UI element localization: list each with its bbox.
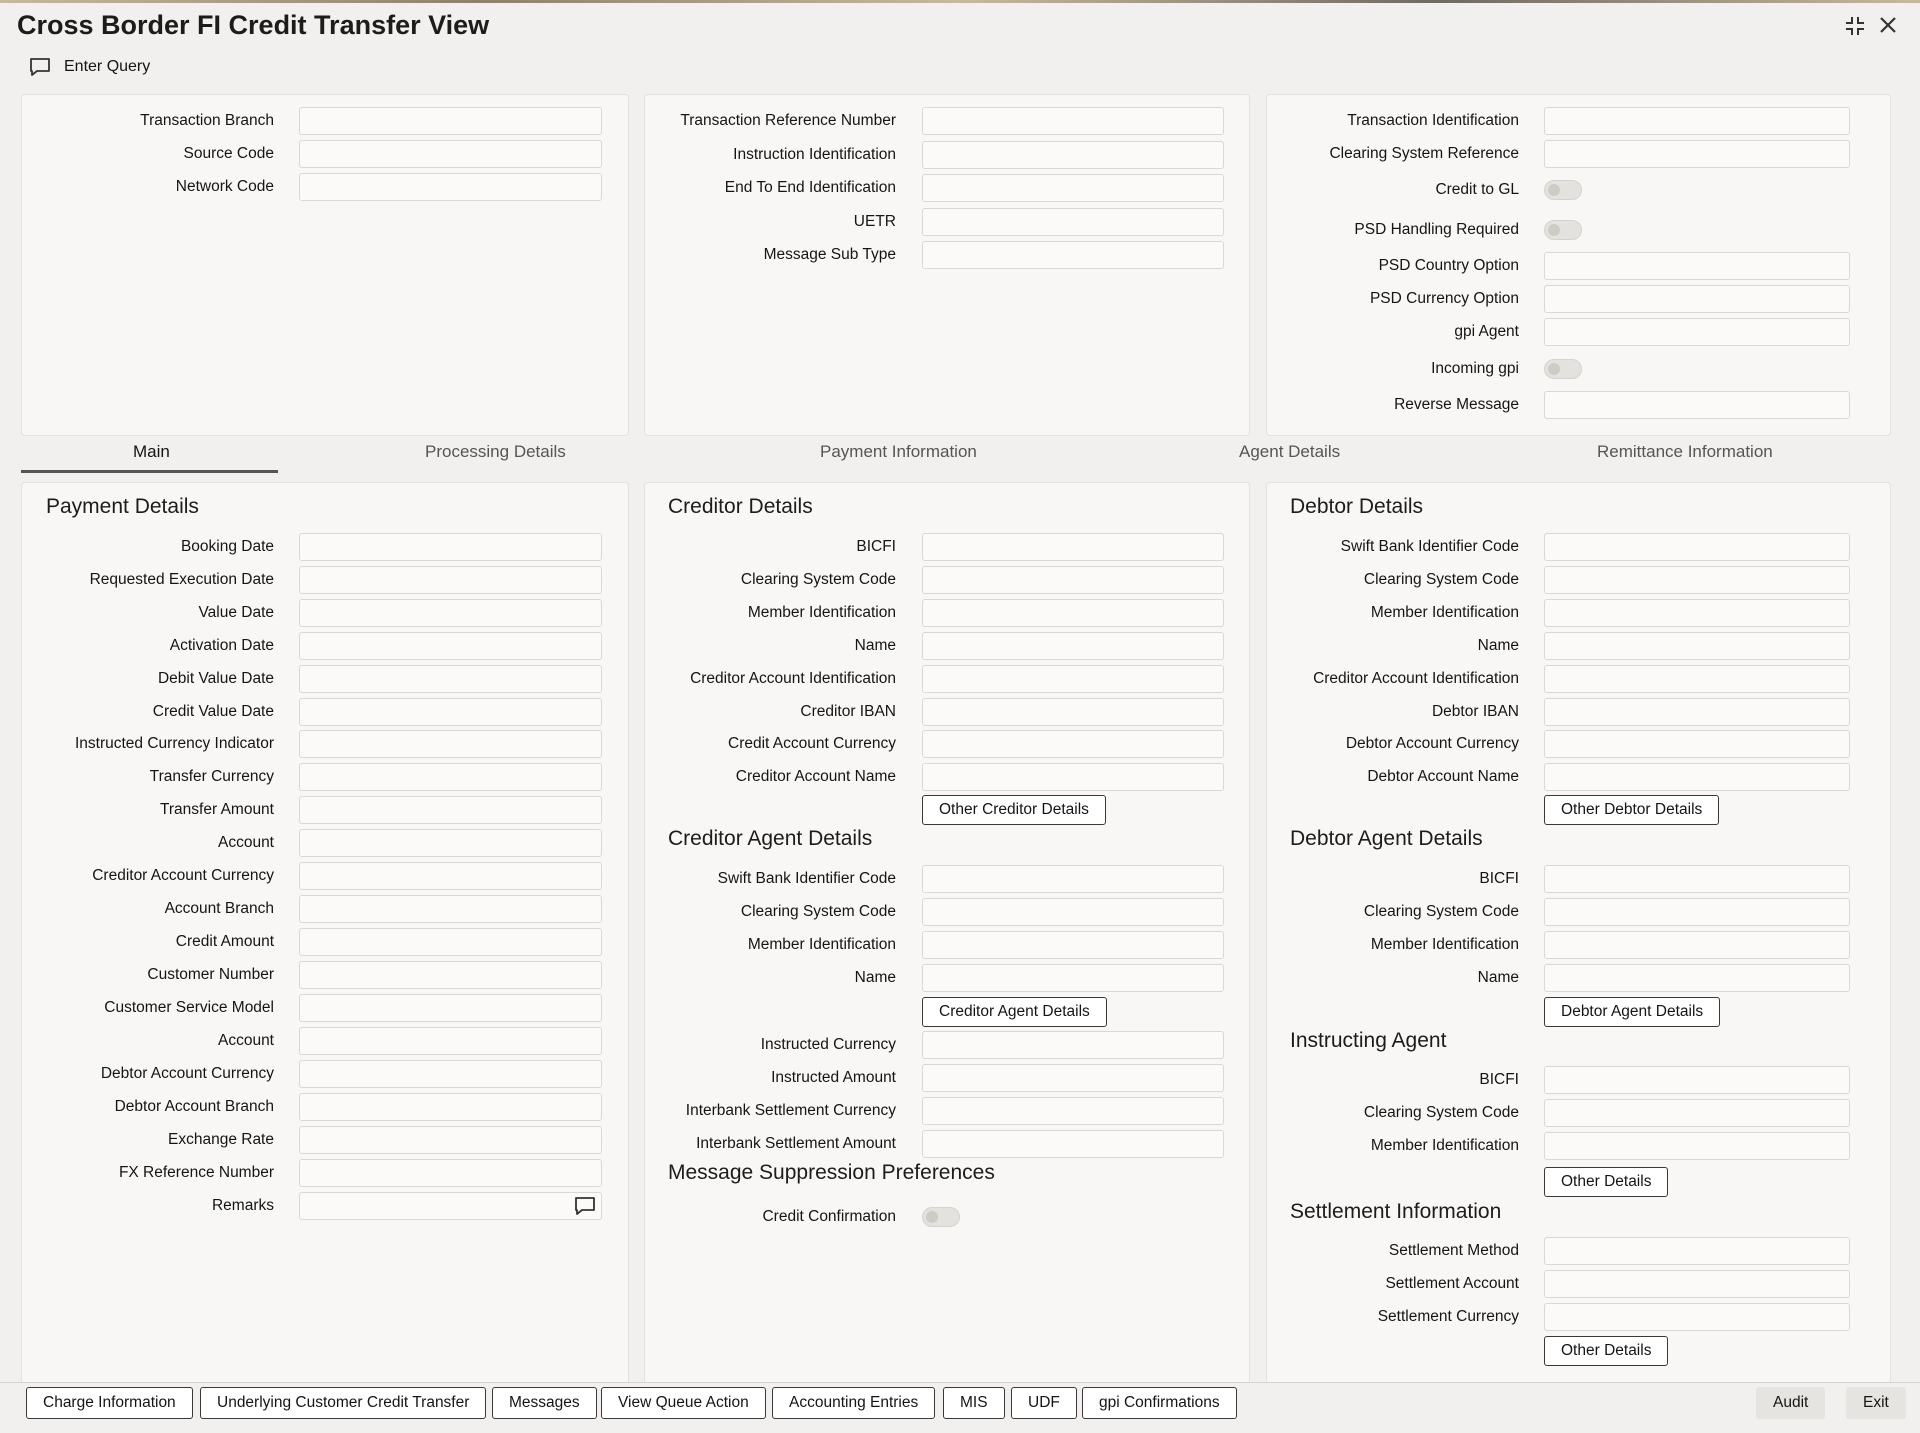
credit-to-gl-field: [0, 176, 1519, 204]
payment-credit-amount-label: Credit Amount: [175, 933, 274, 950]
debtor-clearing-system-code-input[interactable]: [1544, 566, 1850, 594]
gpi-agent-label: gpi Agent: [1454, 323, 1519, 340]
creditor-bicfi-label: BICFI: [856, 538, 896, 555]
debtor-debtor-iban-input[interactable]: [1544, 698, 1850, 726]
debtor-creditor-account-identification-field: [0, 665, 1519, 693]
debtor-agent-name-field: [0, 964, 1519, 992]
source-code-label: Source Code: [183, 145, 274, 162]
exit-button[interactable]: Exit: [1846, 1387, 1906, 1419]
transaction-identification-field: [0, 107, 1519, 135]
psd-currency-option-label: PSD Currency Option: [1369, 290, 1519, 307]
creditor-credit-account-currency-label: Credit Account Currency: [728, 735, 896, 752]
payment-account-input[interactable]: [299, 829, 602, 857]
instructing-agent-clearing-system-code-input[interactable]: [1544, 1099, 1850, 1127]
debtor-debtor-account-name-label: Debtor Account Name: [1367, 768, 1519, 785]
instructing-agent-member-identification-field: [0, 1132, 1519, 1160]
debtor-agent-bicfi-field: [0, 865, 1519, 893]
payment-transfer-amount-input[interactable]: [299, 796, 602, 824]
debtor-name-input[interactable]: [1544, 632, 1850, 660]
reverse-message-field: [0, 391, 1519, 419]
tab-payment-information[interactable]: Payment Information: [820, 442, 977, 461]
transaction-identification-label: Transaction Identification: [1347, 112, 1519, 129]
mis-button[interactable]: MIS: [943, 1387, 1005, 1419]
debtor-member-identification-input[interactable]: [1544, 599, 1850, 627]
gpi-agent-input[interactable]: [1544, 318, 1850, 346]
psd-country-option-field: [0, 252, 1519, 280]
debtor-debtor-account-currency-input[interactable]: [1544, 730, 1850, 758]
debtor-clearing-system-code-field: [0, 566, 1519, 594]
instructed-amount-label: Instructed Amount: [771, 1069, 896, 1086]
creditor-agent-member-identification-label: Member Identification: [747, 936, 896, 953]
settlement-information-title: Settlement Information: [1290, 1200, 1502, 1223]
psd-handling-required-field: [0, 216, 1519, 244]
payment-account-branch-label: Account Branch: [164, 900, 274, 917]
payment-requested-execution-date-label: Requested Execution Date: [89, 571, 274, 588]
payment-credit-value-date-label: Credit Value Date: [152, 703, 274, 720]
incoming-gpi-toggle[interactable]: [1544, 359, 1582, 379]
payment-details-title: Payment Details: [46, 495, 199, 518]
creditor-creditor-account-name-label: Creditor Account Name: [735, 768, 896, 785]
instructing-agent-clearing-system-code-label: Clearing System Code: [1363, 1104, 1519, 1121]
tab-agent-details[interactable]: Agent Details: [1239, 442, 1341, 461]
interbank-settlement-currency-label: Interbank Settlement Currency: [685, 1102, 896, 1119]
enter-query-label: Enter Query: [64, 58, 151, 75]
payment-customer-service-model-input[interactable]: [299, 994, 602, 1022]
debtor-agent-bicfi-input[interactable]: [1544, 865, 1850, 893]
charge-information-button[interactable]: Charge Information: [26, 1387, 193, 1419]
payment-fx-reference-number-label: FX Reference Number: [118, 1164, 274, 1181]
debtor-agent-clearing-system-code-field: [0, 898, 1519, 926]
payment-transfer-currency-label: Transfer Currency: [149, 768, 274, 785]
top-decorative-strip: [0, 0, 1920, 3]
payment-booking-date-label: Booking Date: [180, 538, 274, 555]
incoming-gpi-field: [0, 355, 1519, 383]
active-tab-indicator: [21, 470, 278, 473]
debtor-agent-name-label: Name: [1477, 969, 1519, 986]
payment-transfer-amount-label: Transfer Amount: [159, 801, 274, 818]
instructed-currency-label: Instructed Currency: [760, 1036, 896, 1053]
message-sub-type-label: Message Sub Type: [763, 246, 896, 263]
instructed-currency-input[interactable]: [922, 1031, 1224, 1059]
instruction-identification-label: Instruction Identification: [733, 145, 896, 163]
payment-remarks-label: Remarks: [211, 1197, 274, 1214]
settlement-method-label: Settlement Method: [1388, 1242, 1519, 1259]
message-suppression-title: Message Suppression Preferences: [668, 1161, 995, 1184]
debtor-agent-member-identification-field: [0, 931, 1519, 959]
reverse-message-input[interactable]: [1544, 391, 1850, 419]
payment-fx-reference-number-input[interactable]: [299, 1159, 602, 1187]
psd-country-option-input[interactable]: [1544, 252, 1850, 280]
credit-confirmation-label: Credit Confirmation: [762, 1208, 896, 1225]
debtor-agent-clearing-system-code-label: Clearing System Code: [1363, 903, 1519, 920]
collapse-icon[interactable]: [1843, 14, 1867, 44]
enter-query-button[interactable]: [28, 56, 150, 78]
psd-handling-required-toggle[interactable]: [1544, 220, 1582, 240]
debtor-agent-details-button[interactable]: Debtor Agent Details: [1544, 997, 1720, 1027]
udf-button[interactable]: UDF: [1011, 1387, 1077, 1419]
debtor-agent-member-identification-input[interactable]: [1544, 931, 1850, 959]
gpi-confirmations-button[interactable]: gpi Confirmations: [1082, 1387, 1237, 1419]
psd-handling-required-label: PSD Handling Required: [1354, 221, 1519, 238]
gpi-agent-field: [0, 318, 1519, 346]
settlement-method-field: [0, 1237, 1519, 1265]
messages-button[interactable]: Messages: [492, 1387, 597, 1419]
payment-debtor-account-currency-label: Debtor Account Currency: [100, 1065, 274, 1082]
close-icon[interactable]: [1877, 14, 1899, 42]
payment-fx-reference-number-field: [0, 1159, 274, 1187]
settlement-account-field: [0, 1270, 1519, 1298]
debtor-debtor-account-name-field: [0, 763, 1519, 791]
transaction-reference-number-label: Transaction Reference Number: [680, 112, 896, 129]
debtor-debtor-iban-label: Debtor IBAN: [1431, 703, 1519, 720]
payment-customer-service-model-field: [0, 994, 274, 1022]
settlement-currency-field: [0, 1303, 1519, 1331]
instructing-agent-title: Instructing Agent: [1290, 1029, 1447, 1052]
debtor-agent-member-identification-label: Member Identification: [1370, 936, 1519, 953]
debtor-agent-details-title: Debtor Agent Details: [1290, 827, 1483, 850]
payment-debit-value-date-label: Debit Value Date: [157, 670, 274, 687]
debtor-details-title: Debtor Details: [1290, 495, 1424, 518]
creditor-creditor-iban-label: Creditor IBAN: [800, 703, 896, 720]
clearing-system-reference-label: Clearing System Reference: [1329, 145, 1519, 162]
debtor-agent-clearing-system-code-input[interactable]: [1544, 898, 1850, 926]
debtor-name-label: Name: [1477, 637, 1519, 654]
debtor-debtor-account-currency-field: [0, 730, 1519, 758]
accounting-entries-button[interactable]: Accounting Entries: [772, 1387, 935, 1419]
payment-customer-number-label: Customer Number: [147, 966, 274, 983]
debtor-agent-name-input[interactable]: [1544, 964, 1850, 992]
other-creditor-details-button[interactable]: Other Creditor Details: [922, 795, 1106, 825]
credit-confirmation-field: [0, 1203, 896, 1231]
creditor-agent-swift-bank-identifier-code-label: Swift Bank Identifier Code: [717, 870, 896, 887]
uetr-label: UETR: [853, 212, 896, 230]
debtor-creditor-account-identification-label: Creditor Account Identification: [1313, 670, 1519, 687]
creditor-agent-details-title: Creditor Agent Details: [668, 827, 873, 850]
credit-to-gl-toggle[interactable]: [1544, 180, 1582, 200]
instructing-agent-member-identification-input[interactable]: [1544, 1132, 1850, 1160]
comment-icon: [28, 56, 52, 78]
debtor-swift-bank-identifier-code-input[interactable]: [1544, 533, 1850, 561]
page-title: Cross Border FI Credit Transfer View: [17, 10, 490, 40]
debtor-swift-bank-identifier-code-field: [0, 533, 1519, 561]
settlement-other-details-button[interactable]: Other Details: [1544, 1336, 1668, 1366]
instructing-agent-clearing-system-code-field: [0, 1099, 1519, 1127]
payment-exchange-rate-label: Exchange Rate: [168, 1131, 274, 1148]
debtor-creditor-account-identification-input[interactable]: [1544, 665, 1850, 693]
debtor-agent-bicfi-label: BICFI: [1479, 870, 1519, 887]
settlement-currency-input[interactable]: [1544, 1303, 1850, 1331]
instructed-currency-field: [0, 1031, 896, 1059]
transaction-branch-label: Transaction Branch: [140, 112, 274, 129]
creditor-details-title: Creditor Details: [668, 495, 813, 518]
creditor-creditor-account-identification-label: Creditor Account Identification: [690, 670, 896, 687]
payment-account-field: [0, 829, 274, 857]
interbank-settlement-amount-label: Interbank Settlement Amount: [696, 1135, 896, 1152]
credit-confirmation-toggle[interactable]: [922, 1207, 960, 1227]
debtor-swift-bank-identifier-code-label: Swift Bank Identifier Code: [1340, 538, 1519, 555]
payment-instructed-currency-indicator-label: Instructed Currency Indicator: [74, 735, 274, 752]
payment-value-date-label: Value Date: [198, 604, 274, 621]
payment-account-2-label: Account: [217, 1032, 274, 1049]
audit-button[interactable]: Audit: [1756, 1387, 1825, 1419]
settlement-account-label: Settlement Account: [1385, 1275, 1519, 1292]
instructing-agent-bicfi-label: BICFI: [1479, 1071, 1519, 1088]
instructing-agent-bicfi-input[interactable]: [1544, 1066, 1850, 1094]
debtor-debtor-account-currency-label: Debtor Account Currency: [1345, 735, 1519, 752]
tab-main[interactable]: Main: [133, 442, 170, 461]
payment-creditor-account-currency-label: Creditor Account Currency: [92, 867, 274, 884]
debtor-name-field: [0, 632, 1519, 660]
payment-account-label: Account: [217, 834, 274, 851]
clearing-system-reference-field: [0, 140, 1519, 168]
other-debtor-details-button[interactable]: Other Debtor Details: [1544, 795, 1719, 825]
instructing-agent-member-identification-label: Member Identification: [1370, 1137, 1519, 1154]
payment-customer-service-model-label: Customer Service Model: [104, 999, 274, 1016]
creditor-name-label: Name: [854, 637, 896, 654]
payment-debtor-account-branch-label: Debtor Account Branch: [114, 1098, 274, 1115]
creditor-agent-clearing-system-code-label: Clearing System Code: [740, 903, 896, 920]
creditor-member-identification-label: Member Identification: [747, 604, 896, 621]
creditor-agent-name-label: Name: [854, 969, 896, 986]
tab-remittance-information[interactable]: Remittance Information: [1597, 442, 1773, 461]
payment-transfer-amount-field: [0, 796, 274, 824]
settlement-method-input[interactable]: [1544, 1237, 1850, 1265]
instructing-agent-bicfi-field: [0, 1066, 1519, 1094]
underlying-customer-credit-transfer-button[interactable]: Underlying Customer Credit Transfer: [200, 1387, 486, 1419]
tab-processing-details[interactable]: Processing Details: [425, 442, 566, 461]
credit-to-gl-label: Credit to GL: [1435, 181, 1519, 198]
psd-country-option-label: PSD Country Option: [1378, 257, 1519, 274]
debtor-debtor-iban-field: [0, 698, 1519, 726]
debtor-member-identification-field: [0, 599, 1519, 627]
debtor-clearing-system-code-label: Clearing System Code: [1363, 571, 1519, 588]
clearing-system-reference-input[interactable]: [1544, 140, 1850, 168]
network-code-label: Network Code: [175, 178, 274, 195]
reverse-message-label: Reverse Message: [1394, 396, 1519, 413]
psd-currency-option-field: [0, 285, 1519, 313]
psd-currency-option-input[interactable]: [1544, 285, 1850, 313]
creditor-agent-details-button[interactable]: Creditor Agent Details: [922, 997, 1107, 1027]
creditor-clearing-system-code-label: Clearing System Code: [740, 571, 896, 588]
debtor-debtor-account-name-input[interactable]: [1544, 763, 1850, 791]
instructing-agent-other-details-button[interactable]: Other Details: [1544, 1167, 1668, 1197]
incoming-gpi-label: Incoming gpi: [1431, 360, 1519, 377]
end-to-end-identification-label: End To End Identification: [724, 179, 896, 196]
settlement-account-input[interactable]: [1544, 1270, 1850, 1298]
payment-activation-date-label: Activation Date: [169, 637, 274, 654]
view-queue-action-button[interactable]: View Queue Action: [601, 1387, 766, 1419]
settlement-currency-label: Settlement Currency: [1377, 1308, 1519, 1325]
transaction-identification-input[interactable]: [1544, 107, 1850, 135]
debtor-member-identification-label: Member Identification: [1370, 604, 1519, 621]
